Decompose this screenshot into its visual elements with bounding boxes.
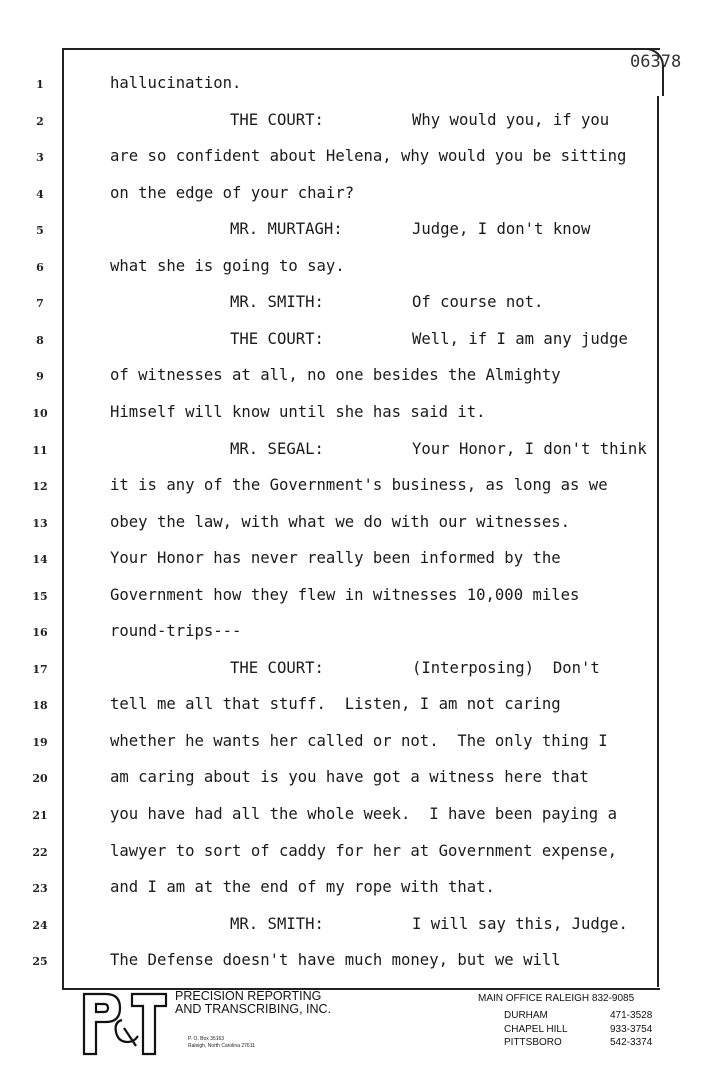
office-city: CHAPEL HILL [504, 1023, 568, 1035]
line-number: 23 [32, 882, 48, 896]
office-phone: 471-3528 [610, 1010, 653, 1021]
line-number: 24 [32, 918, 48, 932]
line-number: 8 [36, 333, 44, 347]
line-number: 19 [32, 735, 48, 749]
line-number: 1 [36, 78, 44, 91]
speaker-label: MR. SMITH: [230, 293, 324, 312]
transcript-line: tell me all that stuff. Listen, I am not caring [110, 695, 561, 714]
transcript-line: Himself will know until she has said it. [110, 402, 486, 421]
line-number: 17 [32, 662, 48, 676]
transcript-line: on the edge of your chair? [110, 183, 355, 202]
transcript-line: of witnesses at all, no one besides the Almighty [110, 366, 561, 385]
transcript-line: am caring about is you have got a witness here that [110, 768, 589, 787]
line-number: 5 [36, 224, 44, 238]
line-number: 13 [32, 516, 48, 530]
main-office [478, 993, 634, 1004]
line-number: 16 [32, 626, 48, 640]
transcript-line: round-trips--- [110, 622, 242, 641]
line-number: 22 [32, 845, 48, 859]
line-number: 3 [36, 151, 44, 165]
company-name [175, 990, 331, 1016]
speaker-remark: Judge, I don't know [412, 220, 591, 239]
line-number: 21 [32, 809, 48, 822]
company-logo [80, 988, 170, 1060]
transcript-line: The Defense doesn't have much money, but we will [110, 951, 561, 970]
main-office-label: MAIN OFFICE [478, 993, 543, 1004]
transcript-line: Your Honor has never really been informed by the [110, 549, 561, 568]
speaker-label: MR. SMITH: [230, 914, 324, 933]
office-city: DURHAM [504, 1010, 548, 1021]
line-number: 18 [32, 699, 48, 713]
transcript-line: it is any of the Government's business, as long as we [110, 476, 608, 495]
office-city: PITTSBORO [504, 1037, 562, 1048]
line-number: 6 [36, 260, 44, 274]
address-line-1: P. O. Box 35163 [188, 1036, 225, 1042]
main-office-city: RALEIGH [545, 993, 590, 1004]
line-number: 11 [32, 443, 48, 457]
transcript-line: whether he wants her called or not. The only thing I [110, 731, 608, 750]
main-office-phone: 832-9085 [591, 993, 635, 1004]
office-phone: 933-3754 [610, 1023, 653, 1035]
company-name-line-1: PRECISION REPORTING [175, 989, 322, 1003]
speaker-remark: I will say this, Judge. [412, 914, 628, 933]
speaker-remark: Why would you, if you [412, 110, 610, 129]
right-margin-rule [657, 92, 659, 987]
line-number: 7 [36, 297, 44, 311]
address-line-2: Raleigh, North Carolina 27611 [188, 1043, 255, 1049]
line-number: 15 [32, 589, 48, 603]
office-phone: 542-3374 [610, 1037, 653, 1048]
transcript-line: Government how they flew in witnesses 10,000 miles [110, 585, 580, 604]
line-number: 4 [36, 187, 44, 201]
speaker-label: MR. MURTAGH: [230, 220, 343, 239]
line-number: 14 [32, 553, 48, 567]
line-number: 25 [32, 955, 48, 969]
company-name-line-2: AND TRANSCRIBING, INC. [175, 1002, 332, 1016]
transcript-line: lawyer to sort of caddy for her at Government expense, [110, 841, 617, 860]
speaker-label: THE COURT: [230, 658, 324, 677]
speaker-remark: Well, if I am any judge [412, 329, 628, 348]
transcript-line: are so confident about Helena, why would you be sitting [110, 147, 627, 166]
speaker-remark: Of course not. [412, 293, 544, 312]
speaker-label: MR. SEGAL: [230, 439, 324, 458]
line-number: 12 [32, 480, 48, 494]
transcript-line: obey the law, with what we do with our witnesses. [110, 512, 571, 531]
speaker-label: THE COURT: [230, 329, 324, 348]
transcript-line: you have had all the whole week. I have been paying a [110, 805, 617, 823]
transcript-line: hallucination. [110, 74, 242, 92]
company-address [188, 1036, 255, 1050]
line-number: 9 [36, 370, 44, 384]
speaker-remark: (Interposing) Don't [412, 658, 600, 677]
page-number: 06378 [630, 52, 682, 72]
line-number: 10 [32, 406, 48, 420]
line-number: 2 [36, 114, 44, 128]
speaker-label: THE COURT: [230, 110, 324, 129]
speaker-remark: Your Honor, I don't think [412, 439, 647, 458]
transcript-line: and I am at the end of my rope with that. [110, 878, 495, 897]
transcript-line: what she is going to say. [110, 256, 345, 275]
line-number: 20 [32, 772, 48, 786]
